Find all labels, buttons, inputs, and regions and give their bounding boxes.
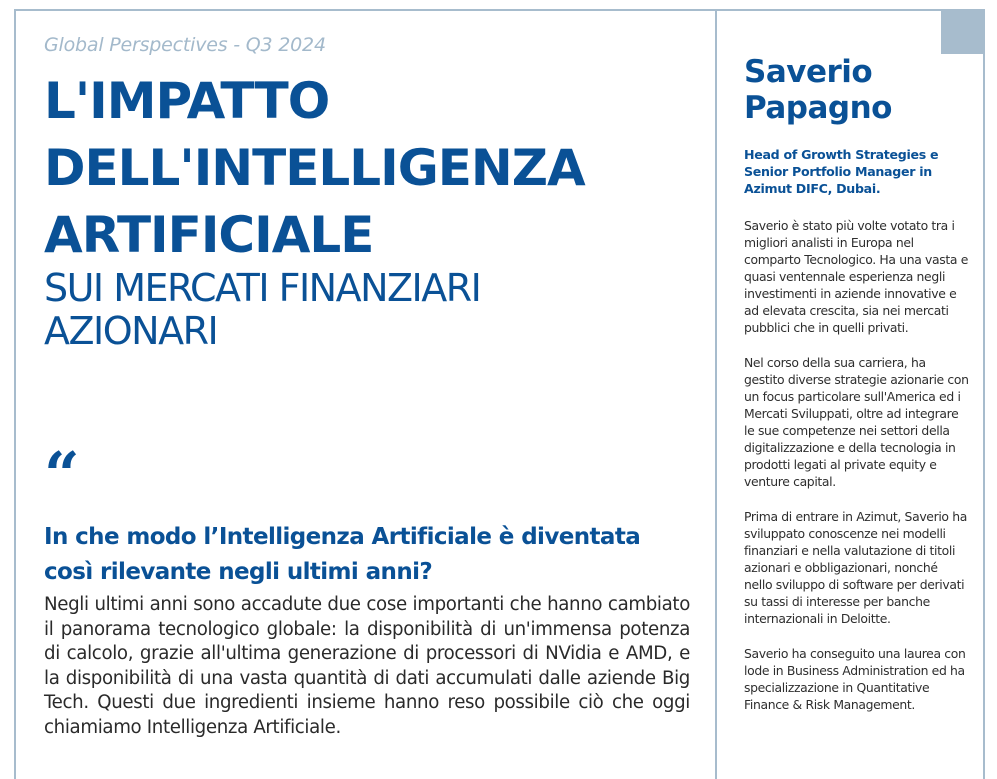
author-bio xyxy=(744,217,969,713)
title-line: ARTIFICIALE xyxy=(44,206,374,264)
quote-icon: “ xyxy=(44,438,76,511)
page-subtitle xyxy=(44,267,690,353)
answer-paragraph: Negli ultimi anni sono accadute due cose importanti che hanno cambiato il panorama tecnologico globale: la disponibilità di un'immensa potenza di calcolo, grazie all'ultima generazione di processori di NVidia e AMD, e la disponibilità di una vasta quantità di dati accumulati dalle aziende Big Tech. Questi due ingredienti insieme hanno reso possibile ciò che oggi chiamiamo Intelligenza Artificiale. xyxy=(44,594,690,738)
author-sidebar xyxy=(744,54,969,731)
author-last-name: Papagno xyxy=(744,90,892,126)
subtitle-line: SUI MERCATI FINANZIARI xyxy=(44,266,481,310)
bio-paragraph: Saverio è stato più volte votato tra i migliori analisti in Europa nel comparto Tecnologico. Ha una vasta e quasi ventennale esperienza negli investimenti in aziende innovative e ad elevata crescita, sia nei mercati pubblici che in quelli privati. xyxy=(744,218,968,335)
author-name xyxy=(744,54,969,126)
column-divider xyxy=(715,9,717,779)
author-role: Head of Growth Strategies e Senior Portfolio Manager in Azimut DIFC, Dubai. xyxy=(744,147,939,196)
frame-top-border xyxy=(14,9,985,11)
corner-decoration xyxy=(941,9,985,54)
frame-right-border xyxy=(983,9,985,779)
subtitle-line: AZIONARI xyxy=(44,309,218,353)
interview-question: In che modo l’Intelligenza Artificiale è diventata così rilevante negli ultimi anni? xyxy=(44,524,641,585)
bio-paragraph: Prima di entrare in Azimut, Saverio ha sviluppato conoscenze nei modelli finanziari e nella valutazione di titoli azionari e obbligazionari, nonché nello sviluppo di software per derivati su tassi di interesse per banche internazionali in Deloitte. xyxy=(744,509,967,626)
author-first-name: Saverio xyxy=(744,54,873,90)
page-title xyxy=(44,68,690,269)
bio-paragraph: Saverio ha conseguito una laurea con lode in Business Administration ed ha specializzazione in Quantitative Finance & Risk Management. xyxy=(744,646,966,712)
frame-left-border xyxy=(14,9,16,779)
issue-kicker: Global Perspectives - Q3 2024 xyxy=(44,34,326,56)
main-column xyxy=(44,30,690,738)
title-line: DELL'INTELLIGENZA xyxy=(44,139,585,197)
title-line: L'IMPATTO xyxy=(44,72,330,130)
bio-paragraph: Nel corso della sua carriera, ha gestito diverse strategie azionarie con un focus particolare sull'America ed i Mercati Sviluppati, oltre ad integrare le sue competenze nei settori della digitalizzazione e della tecnologia in prodotti legati al private equity e venture capital. xyxy=(744,355,969,489)
